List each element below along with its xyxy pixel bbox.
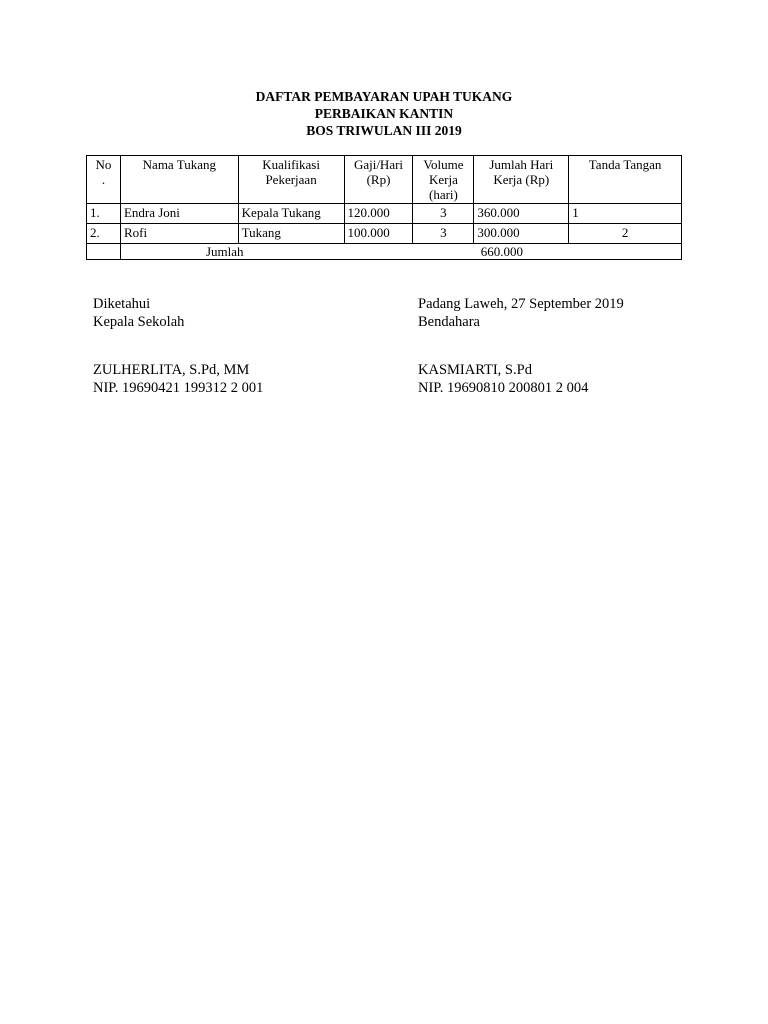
table-row — [87, 204, 682, 224]
table-header-row — [87, 156, 682, 204]
signature-left-role: Kepala Sekolah — [93, 314, 185, 330]
cell-no: 2. — [87, 224, 121, 244]
header-kualifikasi — [238, 156, 344, 204]
signature-left-nip: NIP. 19690421 199312 2 001 — [93, 380, 264, 396]
cell-jumlah: 360.000 — [474, 204, 569, 224]
cell-volume: 3 — [413, 204, 474, 224]
header-gaji-line-2: (Rp) — [366, 172, 391, 187]
header-kualifikasi-line-1: Kualifikasi — [262, 157, 320, 172]
header-kualifikasi-line-2: Pekerjaan — [265, 172, 317, 187]
signature-left-name: ZULHERLITA, S.Pd, MM — [93, 362, 250, 378]
signature-right-name: KASMIARTI, S.Pd — [418, 362, 532, 378]
header-no — [87, 156, 121, 204]
header-no-line-2: . — [101, 172, 106, 187]
payment-table — [86, 155, 682, 260]
header-gaji — [344, 156, 413, 204]
header-volume-line-3: (hari) — [428, 187, 458, 202]
cell-nama: Rofi — [120, 224, 238, 244]
header-nama — [120, 156, 238, 204]
header-nama-text: Nama Tukang — [142, 157, 216, 172]
header-volume-line-2: Kerja — [428, 172, 458, 187]
cell-volume: 3 — [413, 224, 474, 244]
table-row — [87, 224, 682, 244]
cell-tanda: 2 — [569, 224, 682, 244]
cell-nama: Endra Joni — [120, 204, 238, 224]
signature-right-place-date: Padang Laweh, 27 September 2019 — [418, 296, 624, 312]
header-volume-line-1: Volume — [423, 157, 464, 172]
signature-left — [93, 295, 263, 397]
cell-no: 1. — [87, 204, 121, 224]
cell-gaji: 100.000 — [344, 224, 413, 244]
title-line-2: PERBAIKAN KANTIN — [314, 106, 454, 121]
header-jumlah-line-2: Kerja (Rp) — [493, 172, 550, 187]
cell-total — [120, 244, 681, 260]
header-jumlah-line-1: Jumlah Hari — [489, 157, 554, 172]
cell-total-blank — [87, 244, 121, 260]
title-line-3: BOS TRIWULAN III 2019 — [306, 123, 462, 138]
cell-tanda: 1 — [569, 204, 682, 224]
document-title — [0, 88, 768, 139]
cell-kualifikasi: Kepala Tukang — [238, 204, 344, 224]
header-gaji-line-1: Gaji/Hari — [353, 157, 404, 172]
title-line-1: DAFTAR PEMBAYARAN UPAH TUKANG — [255, 89, 513, 104]
signature-right-nip: NIP. 19690810 200801 2 004 — [418, 380, 589, 396]
cell-kualifikasi: Tukang — [238, 224, 344, 244]
header-volume — [413, 156, 474, 204]
header-no-line-1: No — [95, 157, 112, 172]
table-total-row — [87, 244, 682, 260]
cell-gaji: 120.000 — [344, 204, 413, 224]
header-jumlah — [474, 156, 569, 204]
signature-right-role: Bendahara — [418, 314, 480, 330]
signature-left-line1: Diketahui — [93, 296, 151, 312]
total-label: Jumlah — [205, 244, 244, 259]
total-value: 660.000 — [480, 244, 524, 259]
header-tanda-text: Tanda Tangan — [588, 157, 662, 172]
header-tanda — [569, 156, 682, 204]
cell-jumlah: 300.000 — [474, 224, 569, 244]
signature-right — [418, 295, 624, 397]
